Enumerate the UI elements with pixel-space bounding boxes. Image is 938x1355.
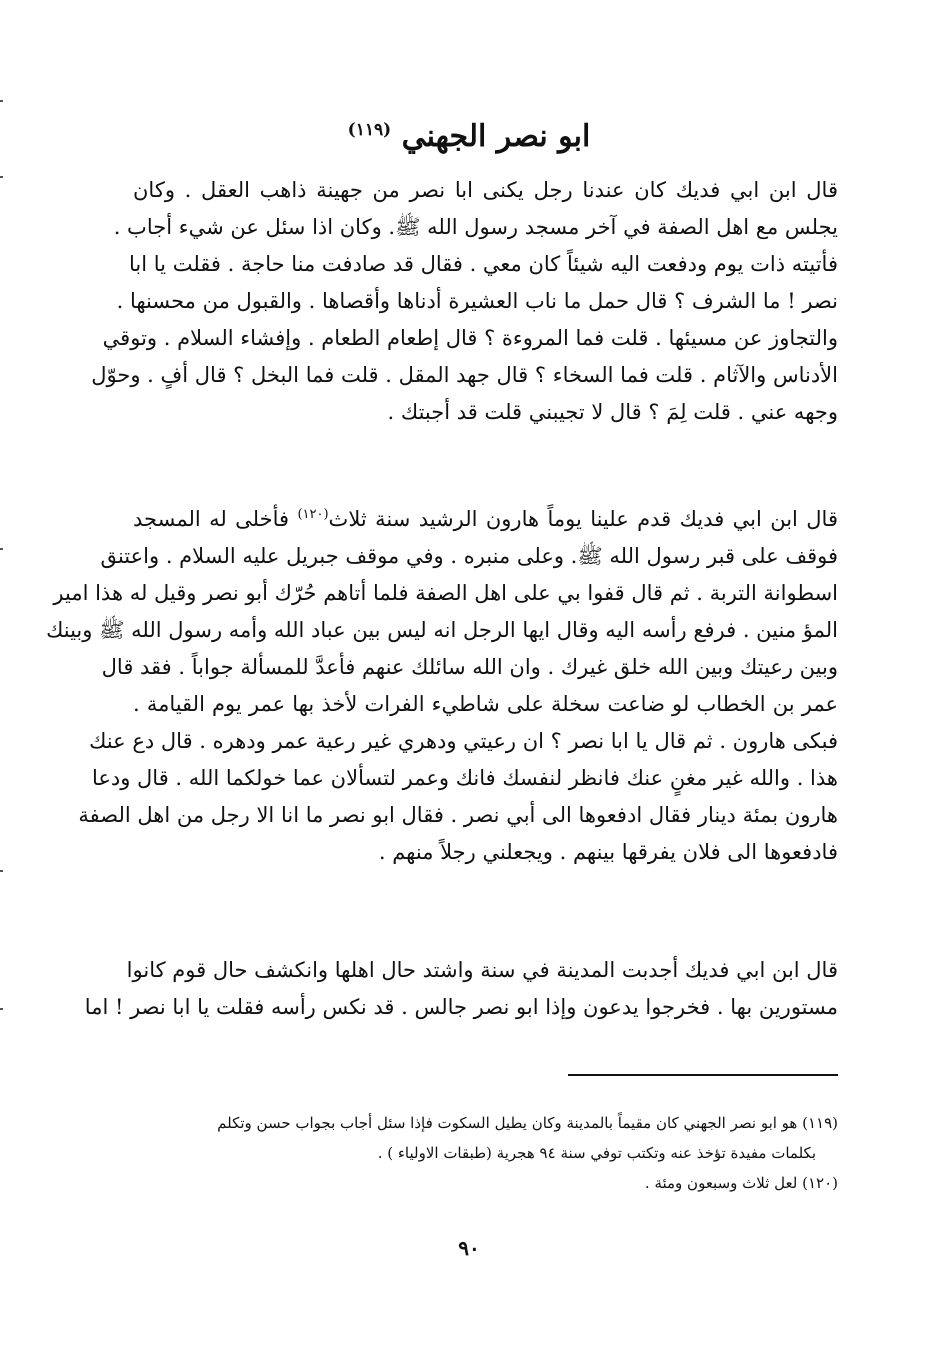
- footnotes: [133, 1108, 838, 1198]
- text-line: الأدناس والآثام . قلت فما السخاء ؟ قال جهد المقل . قلت فما البخل ؟ قال أفٍ . وحوّل: [91, 363, 838, 387]
- footnote-119-continued: بكلمات مفيدة تؤخذ عنه وتكتب توفي سنة ٩٤ هجرية (طبقات الاولياء ) .: [377, 1144, 816, 1162]
- scan-edge-mark: [0, 548, 3, 550]
- scan-edge-mark: [0, 176, 3, 178]
- chapter-title: [0, 108, 938, 159]
- scan-edge-mark: [0, 870, 3, 872]
- text-line: اسطوانة التربة . ثم قال قفوا بي على اهل الصفة فلما أتاهم حُرّك أبو نصر وقيل له هذا امير: [53, 581, 838, 605]
- paragraph-3: [84, 952, 838, 1026]
- text-line: فادفعوها الى فلان يفرقها بينهم . ويجعلني رجلاً منهم .: [378, 840, 838, 864]
- text-line: يجلس مع اهل الصفة في آخر مسجد رسول الله ﷺ. وكان اذا سئل عن شيء أجاب .: [113, 215, 838, 239]
- text-segment: قال ابن ابي فديك قدم علينا يوماً هارون الرشيد سنة ثلاث: [328, 507, 838, 531]
- chapter-title-text: ابو نصر الجهني: [401, 119, 591, 154]
- text-line: فبكى هارون . ثم قال يا ابا نصر ؟ ان رعيتي ودهري غير رعية عمر ودهره . قال دع عنك: [89, 729, 838, 753]
- text-line: فأتيته ذات يوم ودفعت اليه شيئاً كان معي . فقال قد صادفت منا حاجة . فقلت يا ابا: [129, 252, 838, 276]
- scan-edge-mark: [0, 100, 3, 102]
- text-line: فوقف على قبر رسول الله ﷺ. وعلى منبره . وفي موقف جبريل عليه السلام . واعتنق: [100, 544, 838, 568]
- text-line: قال ابن ابي فديك أجدبت المدينة في سنة واشتد حال اهلها وانكشف حال قوم كانوا: [126, 958, 838, 982]
- text-line: هارون بمئة دينار فقال ادفعوها الى أبي نصر . فقال ابو نصر ما انا الا رجل من اهل الصفة: [78, 803, 838, 827]
- paragraph-2: [46, 496, 838, 871]
- footnote-ref: (١٢٠): [297, 507, 329, 522]
- text-line: والتجاوز عن مسيئها . قلت فما المروءة ؟ قال إطعام الطعام . وإفشاء السلام . وتوقي: [102, 326, 838, 350]
- text-line: نصر ! ما الشرف ؟ قال حمل ما ناب العشيرة أدناها وأقصاها . والقبول من محسنها .: [116, 289, 838, 313]
- footnote-divider: [568, 1074, 838, 1076]
- text-line: المؤ منين . فرفع رأسه اليه وقال ايها الرجل انه ليس بين عباد الله وأمه رسول الله ﷺ وبينك: [46, 618, 838, 642]
- text-line: هذا . والله غير مغنٍ عنك فانظر لنفسك فانك وعمر لتسألان عما خولكما الله . قال ودعا: [91, 766, 838, 790]
- text-line: قال ابن ابي فديك كان عندنا رجل يكنى ابا نصر من جهينة ذاهب العقل . وكان: [133, 178, 838, 202]
- footnote-120: (١٢٠) لعل ثلاث وسبعون ومئة .: [644, 1174, 838, 1192]
- text-line: وبين رعيتك وبين الله خلق غيرك . وان الله سائلك عنهم فأعدَّ للمسألة جواباً . فقد قال: [101, 655, 838, 679]
- paragraph-1: [91, 172, 838, 431]
- chapter-title-footnote-ref: (١١٩): [347, 120, 392, 140]
- scan-edge-mark: [0, 1008, 3, 1010]
- footnote-119: (١١٩) هو ابو نصر الجهني كان مقيماً بالمدينة وكان يطيل السكوت فإذا سئل أجاب بجواب حسن وتكلم: [217, 1114, 838, 1132]
- text-line: عمر بن الخطاب لو ضاعت سخلة على شاطيء الفرات لأخذ بها عمر يوم القيامة .: [133, 692, 838, 716]
- text-line: مستورين بها . فخرجوا يدعون وإذا ابو نصر جالس . قد نكس رأسه فقلت يا ابا نصر ! اما: [84, 995, 838, 1019]
- text-line: [133, 496, 838, 538]
- text-segment: فأخلى له المسجد: [133, 507, 298, 531]
- text-line: وجهه عني . قلت لِمَ ؟ قال لا تجيبني قلت قد أجبتك .: [387, 400, 838, 424]
- page-number: ٩٠: [458, 1236, 480, 1260]
